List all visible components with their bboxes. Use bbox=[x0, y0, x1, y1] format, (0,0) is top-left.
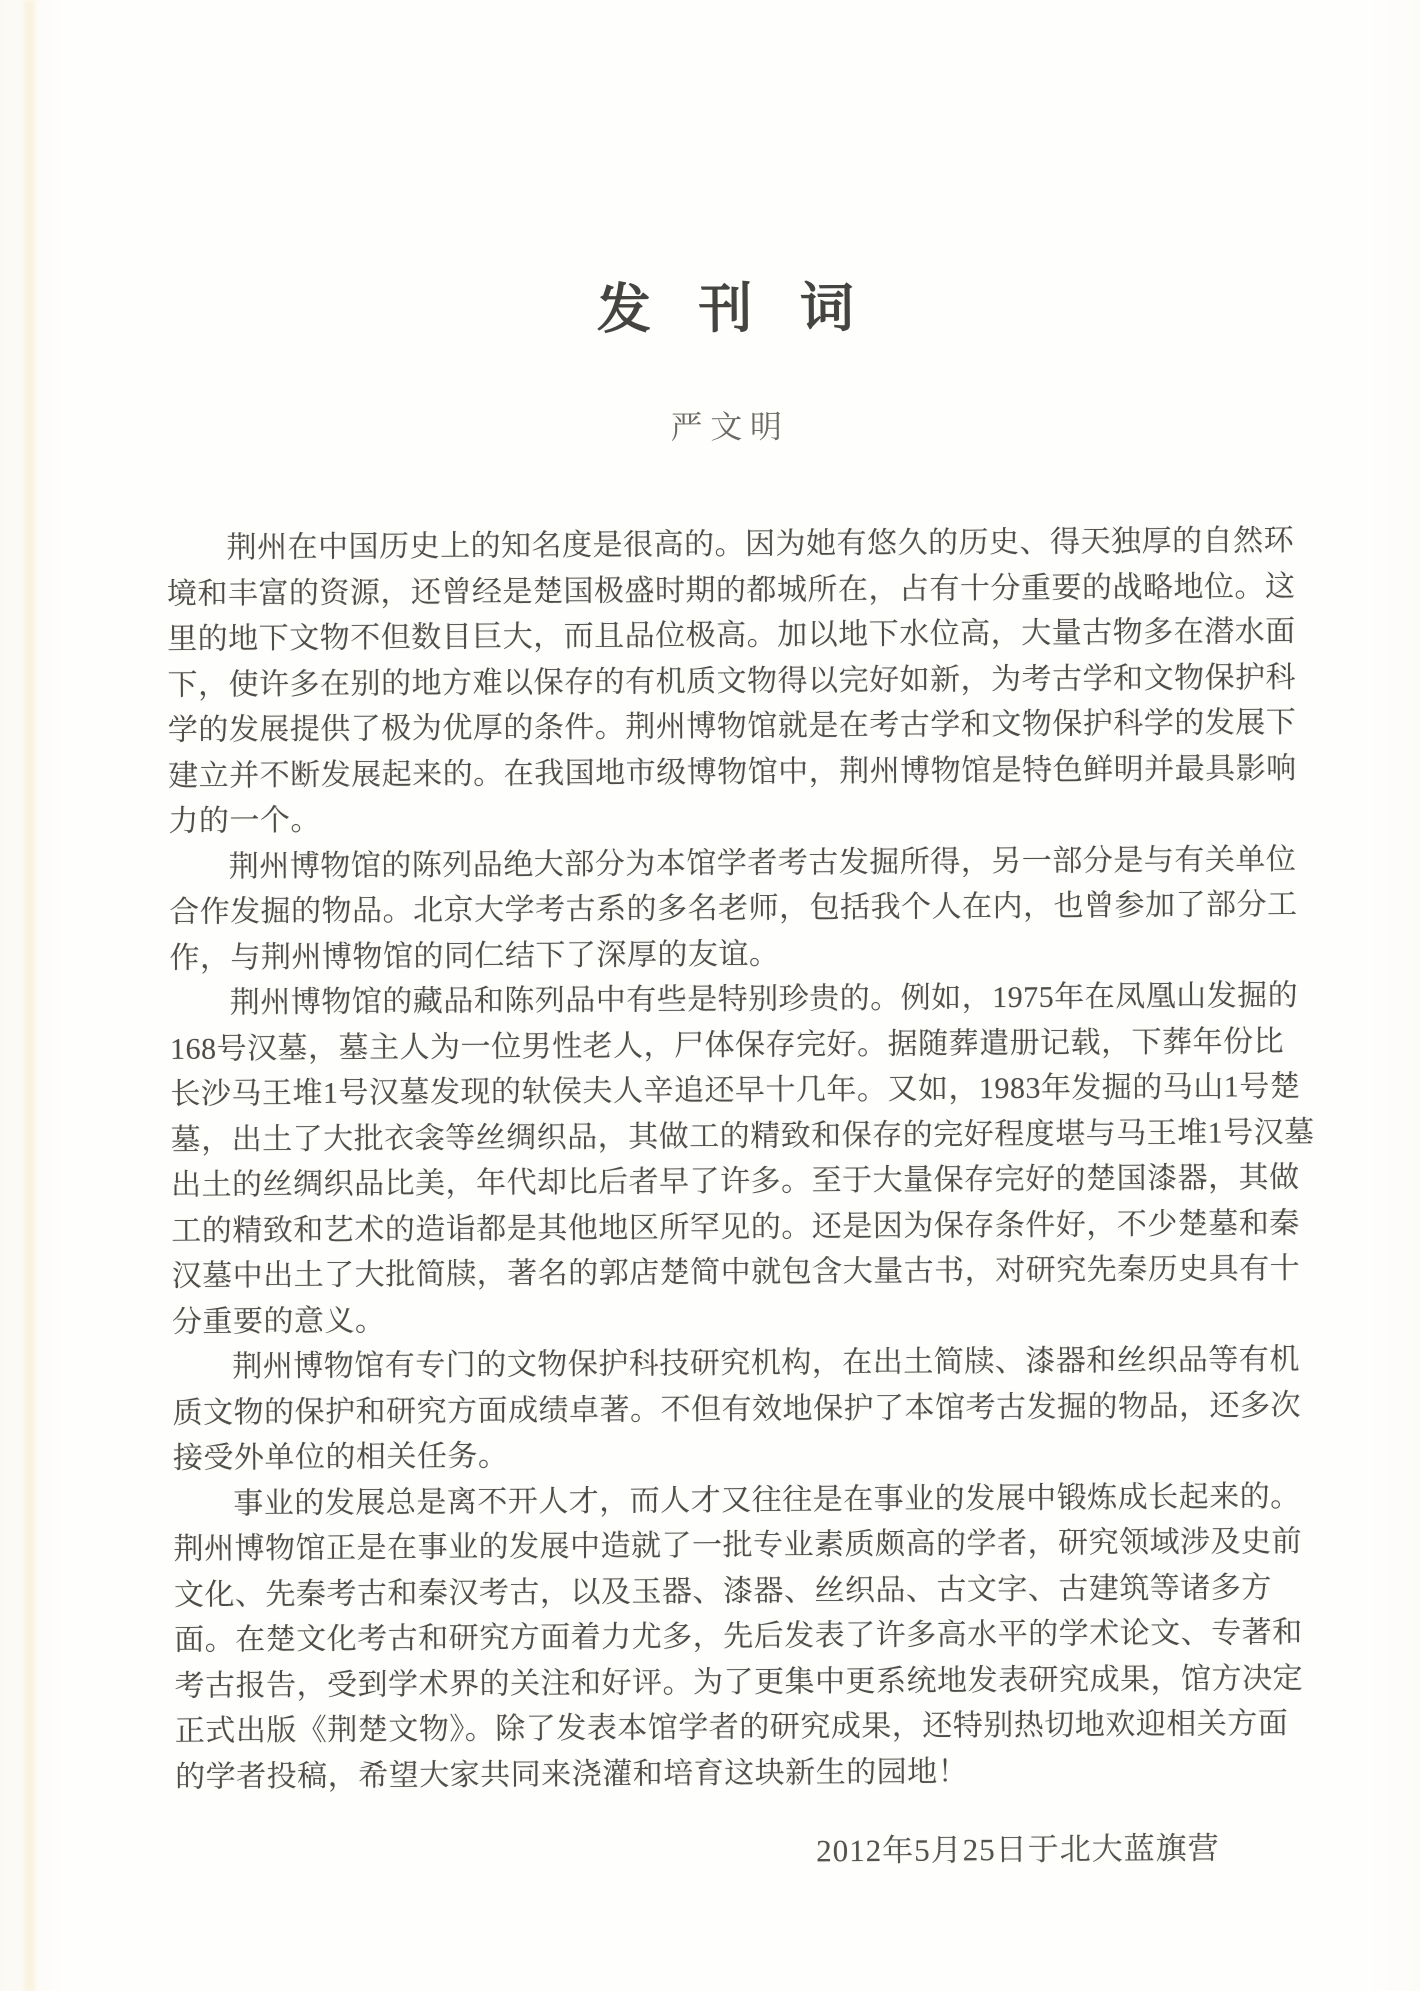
text-line: 荆州博物馆正是在事业的发展中造就了一批专业素质颇高的学者，研究领域涉及史前 bbox=[173, 1525, 1303, 1566]
text-line: 的学者投稿，希望大家共同来浇灌和培育这块新生的园地！ bbox=[175, 1754, 969, 1794]
text-line: 里的地下文物不但数目巨大，而且品位极高。加以地下水位高，大量古物多在潜水面 bbox=[167, 615, 1296, 657]
text-line: 墓，出土了大批衣衾等丝绸织品，其做工的精致和保存的完好程度堪与马王堆1号汉墓 bbox=[170, 1115, 1315, 1157]
text-line: 建立并不断发展起来的。在我国地市级博物馆中，荆州博物馆是特色鲜明并最具影响 bbox=[168, 751, 1297, 793]
text-line: 荆州在中国历史上的知名度是很高的。因为她有悠久的历史、得天独厚的自然环 bbox=[226, 524, 1295, 565]
text-line: 汉墓中出土了大批简牍，著名的郭店楚简中就包含大量古书，对研究先秦历史具有十 bbox=[171, 1252, 1301, 1293]
document-body bbox=[166, 518, 1315, 1800]
text-line: 荆州博物馆有专门的文物保护科技研究机构，在出土简牍、漆器和丝织品等有机 bbox=[232, 1343, 1300, 1384]
text-line: 面。在楚文化考古和研究方面着力尤多，先后发表了许多高水平的学术论文、专著和 bbox=[174, 1616, 1303, 1657]
paragraph bbox=[173, 1474, 1304, 1800]
text-line: 分重要的意义。 bbox=[171, 1304, 386, 1339]
paragraph bbox=[169, 837, 1298, 981]
text-line: 作，与荆州博物馆的同仁结下了深厚的友谊。 bbox=[169, 937, 780, 975]
text-line: 下，使许多在别的地方难以保存的有机质文物得以完好如新，为考古学和文物保护科 bbox=[167, 660, 1297, 702]
page-edge-artifact bbox=[24, 0, 35, 1991]
text-line: 工的精致和艺术的造诣都是其他地区所罕见的。还是因为保存条件好，不少楚墓和秦 bbox=[171, 1206, 1300, 1248]
text-line: 168号汉墓，墓主人为一位男性老人，尸体保存完好。据随葬遣册记载，下葬年份比 bbox=[169, 1024, 1285, 1066]
text-line: 力的一个。 bbox=[168, 803, 322, 839]
text-line: 事业的发展总是离不开人才，而人才又往往是在事业的发展中锻炼成长起来的。 bbox=[233, 1479, 1301, 1521]
paragraph bbox=[169, 973, 1315, 1345]
date-line: 2012年5月25日于北大蓝旗营 bbox=[816, 1830, 1220, 1869]
text-line: 荆州博物馆的藏品和陈列品中有些是特别珍贵的。例如，1975年在凤凰山发掘的 bbox=[229, 979, 1299, 1020]
text-line: 出土的丝绸织品比美，年代却比后者早了许多。至于大量保存完好的楚国漆器，其做 bbox=[170, 1161, 1300, 1202]
author-name: 严文明 bbox=[670, 408, 790, 446]
text-line: 考古报告，受到学术界的关注和好评。为了更集中更系统地发表研究成果，馆方决定 bbox=[174, 1661, 1304, 1703]
text-line: 质文物的保护和研究方面成绩卓著。不但有效地保护了本馆考古发掘的物品，还多次 bbox=[172, 1388, 1302, 1430]
text-line: 境和丰富的资源，还曾经是楚国极盛时期的都城所在，占有十分重要的战略地位。这 bbox=[166, 569, 1296, 611]
document-content bbox=[163, 0, 1315, 1878]
text-line: 接受外单位的相关任务。 bbox=[172, 1439, 509, 1475]
text-line: 荆州博物馆的陈列品绝大部分为本馆学者考古发掘所得，另一部分是与有关单位 bbox=[228, 842, 1297, 884]
page-title: 发刊词 bbox=[596, 277, 902, 340]
text-line: 合作发掘的物品。北京大学考古系的多名老师，包括我个人在内，也曾参加了部分工 bbox=[169, 888, 1298, 930]
text-line: 长沙马王堆1号汉墓发现的轪侯夫人辛追还早十几年。又如，1983年发掘的马山1号楚 bbox=[170, 1070, 1301, 1111]
paragraph bbox=[166, 518, 1297, 844]
text-line: 正式出版《荆楚文物》。除了发表本馆学者的研究成果，还特别热切地欢迎相关方面 bbox=[174, 1707, 1289, 1748]
text-line: 学的发展提供了极为优厚的条件。荆州博物馆就是在考古学和文物保护科学的发展下 bbox=[167, 706, 1297, 748]
text-line: 文化、先秦考古和秦汉考古，以及玉器、漆器、丝织品、古文字、古建筑等诸多方 bbox=[173, 1570, 1272, 1612]
paragraph bbox=[172, 1337, 1302, 1481]
